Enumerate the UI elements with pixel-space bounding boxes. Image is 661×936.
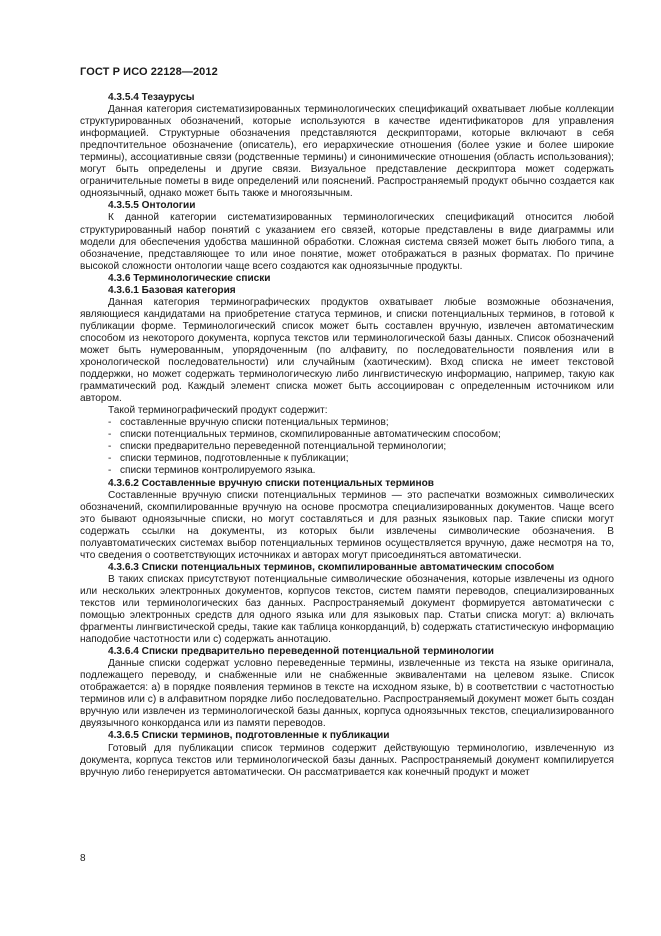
section-heading: 4.3.6.5 Списки терминов, подготовленные к публикации (108, 730, 390, 742)
document-header: ГОСТ Р ИСО 22128—2012 (80, 66, 218, 78)
section-heading: 4.3.6.4 Списки предварительно переведенной потенциальной терминологии (108, 646, 494, 658)
section-heading: 4.3.6.1 Базовая категория (108, 284, 236, 296)
dash-bullet-icon: - (108, 453, 112, 465)
list-item (80, 441, 614, 453)
dash-bullet-icon: - (108, 417, 112, 429)
page-number: 8 (80, 853, 86, 864)
bullet-list (80, 417, 614, 477)
list-item-text: списки предварительно переведенной потенциальной терминологии; (120, 441, 447, 453)
paragraph: Данная категория систематизированных терминологических спецификаций охватывает любые коллекции структурированных обозначений, которые используются в качестве идентификаторов для управления информацией. Структурные обозначения представляются дескрипторами, которые включают в себя предпочтительное обозначение (описатель), его иерархические отношения (более узкие и более широкие термины), ассоциативные связи (родственные термины) и синонимические отношения (область использования); могут быть определены и другие связи. Визуальное представление дескриптора может содержать ограничительные пометы в виде определений или пояснений. Распространяемый продукт обычно создается как одноязычный, однако может быть также и многоязычным. (80, 104, 614, 200)
section-heading: 4.3.5.4 Тезаурусы (108, 92, 195, 103)
list-item (80, 417, 614, 429)
dash-bullet-icon: - (108, 429, 112, 441)
list-item (80, 465, 614, 477)
section-heading: 4.3.6 Терминологические списки (108, 272, 271, 284)
paragraph: Данная категория терминографических продуктов охватывает любые возможные обозначения, являющиеся кандидатами на приобретение статуса терминов, и списки потенциальных терминов, в готовой к публикации форме. Терминологический список может быть составлен вручную, извлечен автоматическим способом из некоторого документа, корпуса текстов или терминологической базы данных. Список обозначений может быть нумерованным, упорядоченным (по алфавиту, по последовательности появления или в хронологической последовательности) или случайным (хаотическим). Вход списка не имеет текстовой поддержки, но может содержать терминологическую либо лингвистическую информацию, например, такую как грамматический род. Каждый элемент списка может быть ассоциирован с определенным источником или автором. (80, 296, 614, 405)
list-item-text: составленные вручную списки потенциальных терминов; (120, 417, 389, 429)
document-body (80, 92, 614, 779)
section-heading: 4.3.5.5 Онтологии (108, 200, 196, 212)
section-heading: 4.3.6.2 Составленные вручную списки потенциальных терминов (108, 477, 434, 489)
paragraph: Составленные вручную списки потенциальных терминов — это распечатки возможных символических обозначений, скомпилированные вручную на основе просмотра специализированных документов. Чаще всего это бывают одноязычные списки, но могут составляться и для разных языковых пар. Такие списки могут содержать ссылки на документы, из которых были извлечены символические обозначения. В полуавтоматических системах выбор потенциальных терминов осуществляется вручную, даже несмотря на то, что сведения о соответствующих источниках и авторах могут присоединяться автоматически. (80, 489, 614, 561)
paragraph: Такой терминографический продукт содержит: (108, 405, 328, 417)
dash-bullet-icon: - (108, 465, 112, 477)
dash-bullet-icon: - (108, 441, 112, 453)
section-heading: 4.3.6.3 Списки потенциальных терминов, скомпилированные автоматическим способом (108, 561, 555, 573)
list-item (80, 453, 614, 465)
paragraph: Готовый для публикации список терминов содержит действующую терминологию, извлеченную из документа, корпуса текстов или терминологической базы данных. Распространяемый документ компилируется вручную либо генерируется автоматически. Он рассматривается как конечный продукт и может (80, 742, 614, 778)
list-item-text: списки терминов, подготовленные к публикации; (120, 453, 349, 465)
list-item-text: списки потенциальных терминов, скомпилированные автоматическим способом; (120, 429, 501, 441)
list-item-text: списки терминов контролируемого языка. (120, 465, 316, 477)
list-item (80, 429, 614, 441)
paragraph: К данной категории систематизированных терминологических спецификаций относится любой структурированный набор понятий с указанием его связей, которые представлены в виде диаграммы или модели для обеспечения удобства машинной обработки. Сложная система связей может быть любого типа, а обозначение, представляющее то или иное понятие, может отображаться в разных форматах. По причине высокой сложности онтологии чаще всего создаются как одноязычные продукты. (80, 212, 614, 272)
paragraph: В таких списках присутствуют потенциальные символические обозначения, которые извлечены из одного или нескольких электронных документов, корпусов текстов, систем памяти переводов, специализированных текстов или терминологических баз данных. Распространяемый документ формируется автоматически с помощью электронных средств для одного языка или для языковых пар. Статьи списка могут: a) включать фрагменты лингвистической среды, такие как таблица конкорданций, b) содержать статистическую информацию наподобие частотности или c) содержать аннотацию. (80, 573, 614, 646)
paragraph: Данные списки содержат условно переведенные термины, извлеченные из текста на языке оригинала, подлежащего переводу, и снабженные или не снабженные эквивалентами на целевом языке. Список отображается: a) в порядке появления терминов в тексте на исходном языке, b) в соответствии с частотностью терминов или c) в алфавитном порядке либо последовательно. Распространяемый документ может быть создан вручную или извлечен из терминологической базы данных, корпуса одноязычных текстов, специализированного двуязычного конкорданса или из памяти переводов. (80, 658, 614, 730)
